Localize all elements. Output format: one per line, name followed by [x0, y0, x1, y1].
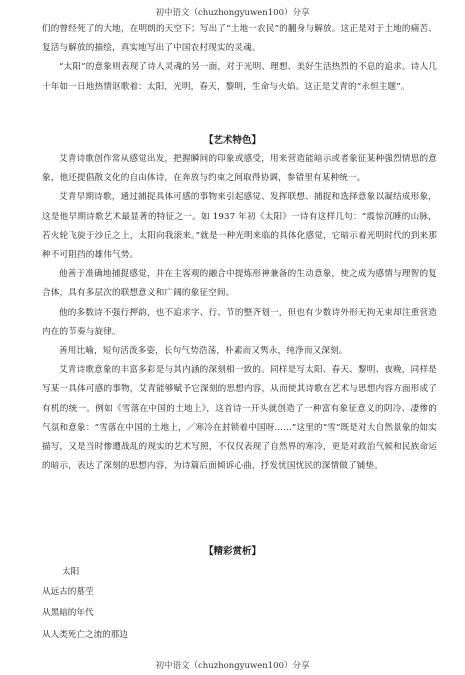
intro-paragraph-2: “太阳”的意象则表现了诗人灵魂的另一面，对于光明、理想、美好生活热烈的不息的追求。诗人几十年如一日地热情讴歌着：太阳，光明，春天，黎明，生命与火焰。这正是艾青的“永恒主题”。: [42, 62, 437, 92]
page-header: 初中语文（chuzhongyuwen100）分享: [155, 8, 310, 18]
page-footer: 初中语文（chuzhongyuwen100）分享: [155, 661, 310, 671]
poem-line-1: 从远古的墓茔: [42, 587, 94, 597]
art-paragraph-4: 他的多数诗不强行押韵，也不追求字、行、节的整齐划一，但也有少数诗外形无拘无束却注重营造内在的节奏与旋律。: [42, 307, 437, 337]
intro-paragraph-1: 们的曾经死了的大地，在明朗的天空下；写出了“土地一农民”的翻身与解放。这正是对于土地的痛苦、复活与解放的描绘，真实地写出了中国农村现实的灵魂。: [42, 24, 437, 54]
intro-section: [42, 20, 437, 97]
art-paragraph-3: 他善于准确地捕捉感觉，并在主客观的融合中提炼形神兼备的生动意象，使之成为感情与理智的复合体，具有多层次的联想意义和广阔的象征空间。: [42, 269, 437, 299]
poem-line-3: 从人类死亡之流的那边: [42, 630, 128, 640]
art-section: [42, 150, 437, 476]
art-paragraph-5: 善用比喻，短句活泼多姿，长句气势浩荡，朴素而又隽永，纯净而又深刻。: [59, 346, 348, 357]
art-paragraph-1: 艾青诗歌创作常从感觉出发，把握瞬间的印象或感受，用来营造能暗示或者象征某种强烈情思的意象，他还提倡散文化的自由体诗，在奔放与约束之间取得协调，参错里有某种统一。: [42, 154, 437, 184]
art-paragraph-6: 艾青诗歌意象的丰富多彩是与其内涵的深刻相一致的。同样是写太阳、春天、黎明、夜晚，同样是写某一具体可感的事物，艾青能够赋予它深刻的思想内容，从而使其诗歌在艺术与思想内容方面形成了有机的统一。例如《雪落在中国的土地上》，这首诗一开头就创造了一种富有象征意义的阴冷、凄惨的气氛和意象：“雪落在中国的土地上，／寒冷在封锁着中国呀……”这里的“雪”既是对大自然景象的如实描写，又是当时惨遭战乱的现实的艺术写照，不仅仅表现了自然界的寒冷，更是对政治气候和民族命运的暗示，表达了深刻的思想内容，为诗篇后面倾诉心曲，抒发忧国忧民的深情做了铺垫。: [42, 365, 437, 472]
section-title-art: 【艺术特色】: [203, 135, 261, 146]
art-paragraph-2: 艾青早期诗歌，通过捕捉具体可感的事物来引起感觉、发挥联想、捕捉和选择意象以凝结成形象，这是他早期诗歌艺术最显著的特征之一。如 1937 年初《太阳》一诗有这样几句：“震惊沉睡的山脉，若火轮飞旋于沙丘之上，太阳向我滚来。”就是一种光明来临的具体化感觉，它暗示着光明时代的到来那种不可阻挡的雄伟气势。: [42, 192, 437, 261]
section-title-appreciation: 【精彩赏析】: [203, 546, 261, 557]
poem-line-2: 从黑暗的年代: [42, 608, 94, 618]
poem-title: 太阳: [62, 567, 80, 577]
